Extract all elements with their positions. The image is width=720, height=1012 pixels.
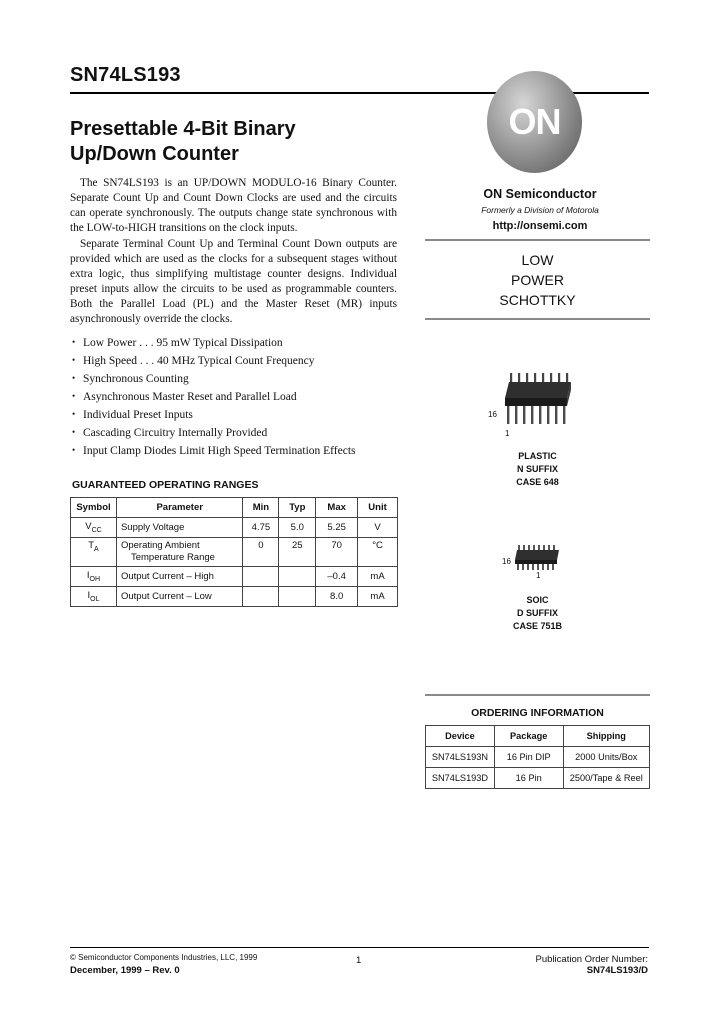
divider — [425, 239, 650, 241]
min-cell: 0 — [243, 538, 279, 567]
column-header: Package — [494, 726, 563, 747]
parameter-cell: Operating Ambient Temperature Range — [116, 538, 242, 567]
max-cell: 70 — [316, 538, 358, 567]
feature-item: • Input Clamp Diodes Limit High Speed Termination Effects — [72, 442, 402, 460]
column-header: Min — [243, 498, 279, 518]
company-tagline: Formerly a Division of Motorola — [481, 205, 599, 215]
typ-cell — [279, 587, 316, 607]
parameter-cell: Output Current – High — [116, 567, 242, 587]
operating-ranges-table — [70, 497, 398, 607]
typ-cell: 25 — [279, 538, 316, 567]
shipping-cell: 2500/Tape & Reel — [563, 768, 649, 789]
logo-text: ON — [508, 101, 561, 142]
soic-package-image — [514, 545, 562, 571]
unit-cell: V — [358, 518, 398, 538]
column-header: Max — [316, 498, 358, 518]
device-cell: SN74LS193D — [426, 768, 495, 789]
company-name: ON Semiconductor — [483, 187, 597, 201]
pin-16-label: 16 — [502, 557, 511, 566]
parameter-cell: Output Current – Low — [116, 587, 242, 607]
pin-1-label: 1 — [505, 429, 510, 438]
feature-item: • Individual Preset Inputs — [72, 406, 402, 424]
column-header: Device — [426, 726, 495, 747]
max-cell: 8.0 — [316, 587, 358, 607]
page-number: 1 — [356, 955, 362, 966]
footer-rule — [70, 947, 649, 948]
feature-item: • Synchronous Counting — [72, 370, 402, 388]
device-cell: SN74LS193N — [426, 747, 495, 768]
min-cell — [243, 587, 279, 607]
column-header: Symbol — [71, 498, 117, 518]
company-url-link[interactable]: http://onsemi.com — [492, 220, 588, 232]
feature-item: • Asynchronous Master Reset and Parallel Load — [72, 388, 402, 406]
table-row — [71, 538, 398, 567]
dip-package-image — [505, 373, 575, 429]
publication-order-label: Publication Order Number: — [535, 954, 648, 965]
table-row — [426, 768, 650, 789]
soic-package-caption: SOIC D SUFFIX CASE 751B — [512, 595, 563, 631]
pin-1-label: 1 — [536, 571, 541, 580]
table-row — [71, 567, 398, 587]
document-title — [70, 117, 410, 167]
publication-order-number: SN74LS193/D — [586, 965, 648, 976]
table-row — [71, 587, 398, 607]
package-cell: 16 Pin — [494, 768, 563, 789]
column-header: Unit — [358, 498, 398, 518]
table-header-row — [71, 498, 398, 518]
table-header-row — [426, 726, 650, 747]
part-number: SN74LS193 — [70, 64, 181, 86]
feature-item: • High Speed . . . 40 MHz Typical Count Frequency — [72, 352, 402, 370]
title-line-2: Up/Down Counter — [70, 143, 239, 165]
package-cell: 16 Pin DIP — [494, 747, 563, 768]
symbol-cell: $I_{OH}$ — [71, 567, 117, 587]
unit-cell: mA — [358, 587, 398, 607]
table-row — [426, 747, 650, 768]
parameter-cell: Supply Voltage — [116, 518, 242, 538]
ordering-info-table — [425, 725, 650, 789]
min-cell — [243, 567, 279, 587]
pin-16-label: 16 — [488, 410, 497, 419]
unit-cell: mA — [358, 567, 398, 587]
typ-cell — [279, 567, 316, 587]
table-row — [71, 518, 398, 538]
copyright-notice: © Semiconductor Components Industries, LLC, 1999 — [70, 953, 258, 962]
divider — [425, 318, 650, 320]
column-header: Typ — [279, 498, 316, 518]
max-cell: 5.25 — [316, 518, 358, 538]
column-header: Shipping — [563, 726, 649, 747]
shipping-cell: 2000 Units/Box — [563, 747, 649, 768]
feature-item: • Cascading Circuitry Internally Provided — [72, 424, 402, 442]
divider — [425, 694, 650, 696]
feature-list — [72, 334, 402, 460]
ordering-info-title: ORDERING INFORMATION — [471, 707, 604, 719]
technology-label: LOW POWER SCHOTTKY — [499, 252, 576, 308]
min-cell: 4.75 — [243, 518, 279, 538]
unit-cell: °C — [358, 538, 398, 567]
symbol-cell: $T_A$ — [71, 538, 117, 567]
typ-cell: 5.0 — [279, 518, 316, 538]
revision-date: December, 1999 – Rev. 0 — [70, 965, 180, 976]
description-paragraph-1: The SN74LS193 is an UP/DOWN MODULO-16 Binary Counter. Separate Count Up and Count Down Clocks are used and the circuits can operate synchronously. The outputs change state synchronous with the LOW-to-HIGH transitions on the clock inputs. — [70, 177, 397, 234]
max-cell: –0.4 — [316, 567, 358, 587]
description-paragraph-2: Separate Terminal Count Up and Terminal Count Down outputs are provided which are used as the clocks for a subsequent stages without extra logic, thus simplifying multistage counter designs. Individual preset inputs allow the circuits to be used as programmable counters. Both the Parallel Load (PL) and the Master Reset (MR) inputs asynchronously override the clocks. — [70, 238, 397, 325]
feature-item: • Low Power . . . 95 mW Typical Dissipation — [72, 334, 402, 352]
column-header: Parameter — [116, 498, 242, 518]
title-line-1: Presettable 4-Bit Binary — [70, 118, 296, 140]
operating-ranges-title: GUARANTEED OPERATING RANGES — [72, 479, 259, 491]
dip-package-caption: PLASTIC N SUFFIX CASE 648 — [516, 451, 559, 487]
symbol-cell: $V_{CC}$ — [71, 518, 117, 538]
symbol-cell: $I_{OL}$ — [71, 587, 117, 607]
